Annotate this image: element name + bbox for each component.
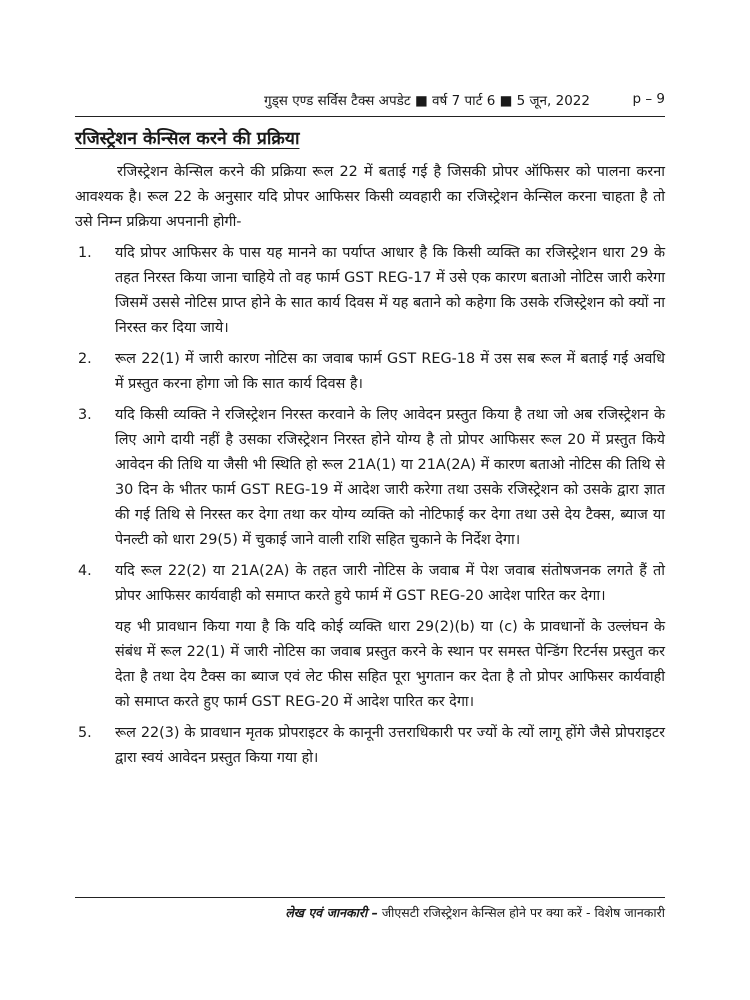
running-title: गुड्स एण्ड सर्विस टैक्स अपडेट ■ वर्ष 7 पार्ट 6 ■ 5 जून, 2022 [263, 93, 590, 109]
list-item-number: 2. [78, 351, 92, 367]
running-footer [285, 904, 665, 921]
footer-label: लेख एवं जानकारी – [285, 905, 378, 920]
list-item [75, 403, 665, 553]
footer-divider [75, 897, 665, 898]
page-number: p – 9 [632, 91, 665, 107]
list-item-text: रूल 22(3) के प्रावधान मृतक प्रोपराइटर के कानूनी उत्तराधिकारी पर ज्यों के त्यों लागू होंगे जैसे प्रोपराइटर द्वारा स्वयं आवेदन प्रस्तुत किया गया हो। [115, 725, 665, 766]
header-divider [75, 116, 665, 117]
list-item [75, 721, 665, 771]
footer-text: जीएसटी रजिस्ट्रेशन केन्सिल होने पर क्या करें - विशेष जानकारी [381, 905, 665, 920]
list-item-text: यदि किसी व्यक्ति ने रजिस्ट्रेशन निरस्त करवाने के लिए आवेदन प्रस्तुत किया है तथा जो अब रजिस्ट्रेशन के लिए आगे दायी नहीं है उसका रजिस्ट्रेशन निरस्त होने योग्य है तो प्रोपर आफिसर रूल 20 में प्रस्तुत किये आवेदन की तिथि या जैसी भी स्थिति हो रूल 21A(1) या 21A(2A) में कारण बताओ नोटिस की तिथि से 30 दिन के भीतर फार्म GST REG-19 में आदेश जारी करेगा तथा उसके रजिस्ट्रेशन को उसके द्वारा ज्ञात की गई तिथि से निरस्त कर देगा तथा कर योग्य व्यक्ति को नोटिफाई कर देगा तथा उसे देय टैक्स, ब्याज या पेनल्टी को धारा 29(5) में चुकाई जाने वाली राशि सहित चुकाने के निर्देश देगा। [115, 407, 665, 548]
proviso-paragraph: यह भी प्रावधान किया गया है कि यदि कोई व्यक्ति धारा 29(2)(b) या (c) के प्रावधानों के उल्लंघन के संबंध में रूल 22(1) में जारी नोटिस का जवाब प्रस्तुत करने के स्थान पर समस्त पेन्डिंग रिटर्नस प्रस्तुत कर देता है तथा देय टैक्स का ब्याज एवं लेट फीस सहित पूरा भुगतान कर देता है तो प्रोपर आफिसर कार्यवाही को समाप्त करते हुए फार्म GST REG-20 में आदेश पारित कर देगा। [115, 619, 665, 710]
list-item [75, 241, 665, 341]
list-item-number: 3. [78, 407, 92, 423]
list-item-number: 1. [78, 245, 92, 261]
running-header [75, 91, 665, 113]
list-item-number: 5. [78, 725, 92, 741]
list-item-text: रूल 22(1) में जारी कारण नोटिस का जवाब फार्म GST REG-18 में उस सब रूल में बताई गई अवधि में प्रस्तुत करना होगा जो कि सात कार्य दिवस है। [115, 351, 665, 392]
list-item-text: यदि प्रोपर आफिसर के पास यह मानने का पर्याप्त आधार है कि किसी व्यक्ति का रजिस्ट्रेशन धारा 29 के तहत निरस्त किया जाना चाहिये तो वह फार्म GST REG-17 में उसे एक कारण बताओ नोटिस जारी करेगा जिसमें उससे नोटिस प्राप्त होने के सात कार्य दिवस में यह बताने को कहेगा कि उसके रजिस्ट्रेशन को क्यों ना निरस्त कर दिया जाये। [115, 245, 665, 336]
intro-paragraph: रजिस्ट्रेशन केन्सिल करने की प्रक्रिया रूल 22 में बताई गई है जिसकी प्रोपर ऑफिसर को पालना करना आवश्यक है। रूल 22 के अनुसार यदि प्रोपर आफिसर किसी व्यवहारी का रजिस्ट्रेशन केन्सिल करना चाहता है तो उसे निम्न प्रक्रिया अपनानी होगी- [75, 164, 665, 230]
article-body [75, 160, 665, 777]
list-item [75, 559, 665, 609]
list-item-number: 4. [78, 563, 92, 579]
list-item-text: यदि रूल 22(2) या 21A(2A) के तहत जारी नोटिस के जवाब में पेश जवाब संतोषजनक लगते हैं तो प्रोपर आफिसर कार्यवाही को समाप्त करते हुये फार्म में GST REG-20 आदेश पारित कर देगा। [115, 563, 665, 604]
article-title: रजिस्ट्रेशन केन्सिल करने की प्रक्रिया [75, 129, 300, 149]
list-item [75, 347, 665, 397]
